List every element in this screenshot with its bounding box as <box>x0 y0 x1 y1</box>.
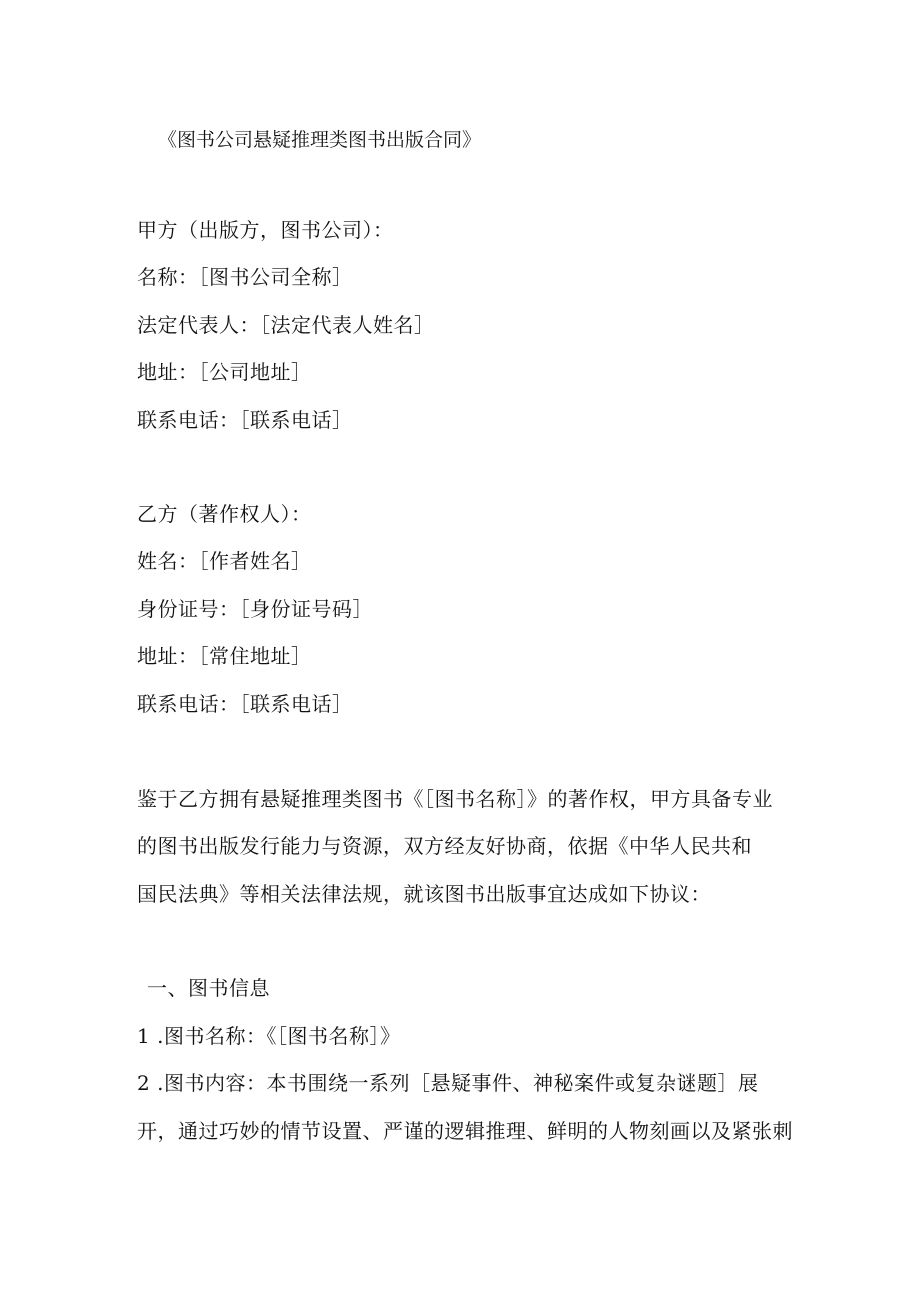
section-1-item: 开，通过巧妙的情节设置、严谨的逻辑推理、鲜明的人物刻画以及紧张刺 <box>137 1119 793 1143</box>
preamble-line: 鉴于乙方拥有悬疑推理类图书《［图书名称］》的著作权，甲方具备专业 <box>137 787 773 811</box>
party-a-address: 地址：［公司地址］ <box>137 360 312 384</box>
party-b-address: 地址：［常住地址］ <box>137 644 312 668</box>
party-b-heading: 乙方（著作权人）： <box>137 502 312 526</box>
preamble-line: 国民法典》等相关法律法规，就该图书出版事宜达成如下协议： <box>137 882 711 906</box>
party-a-heading: 甲方（出版方，图书公司）： <box>137 218 394 242</box>
party-b-phone: 联系电话：［联系电话］ <box>137 692 353 716</box>
section-1-item: 2 .图书内容：本书围绕一系列［悬疑事件、神秘案件或复杂谜题］展 <box>137 1071 759 1095</box>
preamble-line: 的图书出版发行能力与资源，双方经友好协商，依据《中华人民共和 <box>137 834 752 858</box>
party-a-phone: 联系电话：［联系电话］ <box>137 408 353 432</box>
section-1-heading: 一、图书信息 <box>147 976 270 1000</box>
party-b-id-number: 身份证号：［身份证号码］ <box>137 597 373 621</box>
party-a-name: 名称：［图书公司全称］ <box>137 265 353 289</box>
document-title: 《图书公司悬疑推理类图书出版合同》 <box>158 129 482 151</box>
party-a-representative: 法定代表人：［法定代表人姓名］ <box>137 313 435 337</box>
section-1-item: 1 .图书名称：《［图书名称］》 <box>137 1024 401 1048</box>
party-b-name: 姓名：［作者姓名］ <box>137 549 312 573</box>
